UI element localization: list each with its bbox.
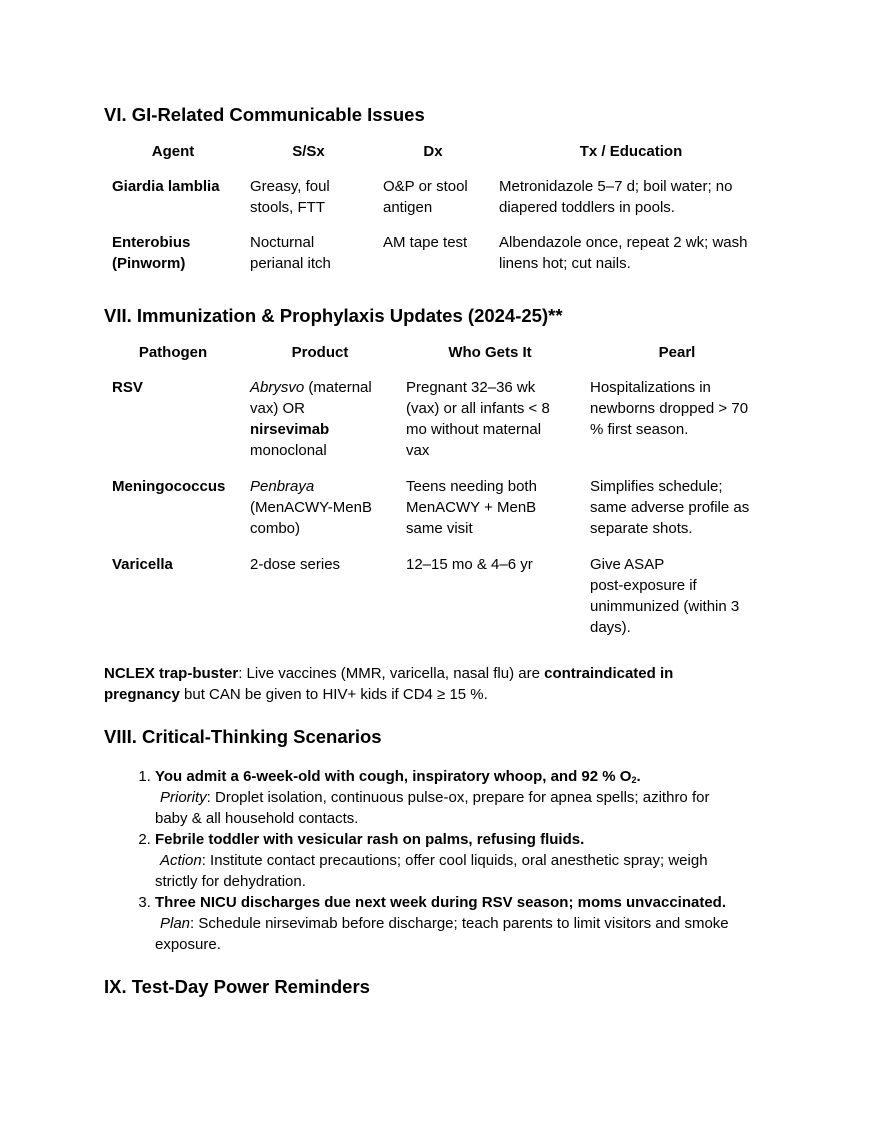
- col-header-tx: Tx / Education: [579, 143, 683, 160]
- list-item: [155, 829, 775, 892]
- nclex-emphasis: pregnancy: [104, 686, 180, 703]
- who-line: (vax) or all infants < 8: [406, 400, 550, 417]
- pearl-line: Hospitalizations in: [590, 379, 711, 396]
- list-item: [155, 766, 775, 829]
- ssx-line: stools, FTT: [250, 199, 326, 216]
- table-header-row: [104, 342, 772, 377]
- immunization-table: [104, 342, 772, 644]
- who-line: 12–15 mo & 4–6 yr: [406, 556, 533, 573]
- agent-cell: [104, 232, 242, 282]
- pathogen-name: Meningococcus: [112, 478, 226, 495]
- nclex-label: NCLEX trap-buster: [104, 665, 239, 682]
- pearl-line: Simplifies schedule;: [590, 478, 723, 495]
- scenario-heading: 3. Three NICU discharges due next week during RSV season; moms unvaccinated.: [155, 894, 726, 911]
- who-line: Teens needing both: [406, 478, 537, 495]
- who-cell: [398, 554, 582, 644]
- section-ix-title: IX. Test-Day Power Reminders: [104, 976, 370, 997]
- ssx-line: Greasy, foul: [250, 178, 330, 195]
- product-brand: Penbraya: [250, 478, 315, 495]
- scenario-text: baby & all household contacts.: [155, 810, 359, 827]
- agent-name: Enterobius: [112, 234, 191, 251]
- tx-cell: [491, 176, 771, 232]
- gi-issues-table: [104, 141, 771, 282]
- agent-name: (Pinworm): [112, 255, 186, 272]
- col-header-pathogen: Pathogen: [138, 344, 208, 361]
- ssx-cell: [242, 232, 375, 282]
- tx-line: linens hot; cut nails.: [499, 255, 631, 272]
- pathogen-cell: [104, 476, 242, 554]
- section-viii-title: VIII. Critical-Thinking Scenarios: [104, 726, 382, 747]
- col-header-who: Who Gets It: [448, 344, 532, 361]
- scenario-detail: [155, 850, 775, 871]
- scenario-detail: [155, 787, 775, 808]
- product-cell: [242, 476, 398, 554]
- tx-line: Metronidazole 5–7 d; boil water; no: [499, 178, 733, 195]
- tx-line: diapered toddlers in pools.: [499, 199, 675, 216]
- dx-cell: [375, 232, 491, 282]
- product-line: vax) OR: [250, 400, 306, 417]
- scenario-detail: [155, 913, 775, 934]
- section-vi-title: VI. GI-Related Communicable Issues: [104, 104, 425, 125]
- pathogen-name: Varicella: [112, 556, 173, 573]
- ssx-cell: [242, 176, 375, 232]
- pearl-line: same adverse profile as: [590, 499, 750, 516]
- scenario-text: : Institute contact precautions; offer cool liquids, oral anesthetic spray; weigh: [201, 852, 708, 869]
- dx-line: antigen: [383, 199, 433, 216]
- pearl-cell: [582, 377, 772, 476]
- pathogen-name: RSV: [112, 379, 143, 396]
- scenario-label: Plan: [160, 915, 191, 932]
- scenario-heading-text: .: [636, 768, 641, 785]
- scenario-list: [104, 766, 775, 955]
- product-line: nirsevimab: [250, 421, 330, 438]
- nclex-text: but CAN be given to HIV+ kids if CD4 ≥ 15 %.: [179, 686, 488, 703]
- product-line: (MenACWY-MenB: [250, 499, 372, 516]
- ssx-line: perianal itch: [250, 255, 331, 272]
- agent-name: Giardia lamblia: [112, 178, 220, 195]
- scenario-heading-text: You admit a 6-week-old with cough, inspiratory whoop, and 92 % O: [155, 768, 632, 785]
- who-cell: [398, 377, 582, 476]
- pathogen-cell: [104, 554, 242, 644]
- subscript: 2: [631, 775, 637, 785]
- scenario-text: : Schedule nirsevimab before discharge; teach parents to limit visitors and smoke: [190, 915, 729, 932]
- who-line: vax: [406, 442, 430, 459]
- product-brand: Abrysvo: [250, 379, 305, 396]
- scenario-label: Action: [160, 852, 202, 869]
- product-text: (maternal: [304, 379, 372, 396]
- scenario-text: : Droplet isolation, continuous pulse-ox, prepare for apnea spells; azithro for: [206, 789, 710, 806]
- table-row: [104, 232, 771, 282]
- pearl-line: unimmunized (within 3: [590, 598, 740, 615]
- agent-cell: [104, 176, 242, 232]
- who-line: Pregnant 32–36 wk: [406, 379, 536, 396]
- ssx-line: Nocturnal: [250, 234, 315, 251]
- table-header-row: [104, 141, 771, 176]
- col-header-pearl: Pearl: [658, 344, 696, 361]
- col-header-dx: Dx: [423, 143, 443, 160]
- who-line: MenACWY + MenB: [406, 499, 537, 516]
- pearl-cell: [582, 476, 772, 554]
- table-row: [104, 176, 771, 232]
- table-row: [104, 476, 772, 554]
- scenario-label: Priority: [160, 789, 207, 806]
- scenario-text: exposure.: [155, 936, 221, 953]
- product-line: [250, 377, 398, 398]
- scenario-heading: 2. Febrile toddler with vesicular rash on palms, refusing fluids.: [155, 831, 585, 848]
- scenario-heading: [155, 766, 775, 787]
- nclex-note: [104, 663, 780, 705]
- nclex-emphasis: contraindicated in: [544, 665, 674, 682]
- scenario-text: strictly for dehydration.: [155, 873, 306, 890]
- dx-line: AM tape test: [383, 234, 468, 251]
- pearl-line: post-exposure if: [590, 577, 697, 594]
- tx-cell: [491, 232, 771, 282]
- nclex-text: : Live vaccines (MMR, varicella, nasal flu) are: [238, 665, 545, 682]
- col-header-agent: Agent: [151, 143, 195, 160]
- who-line: same visit: [406, 520, 473, 537]
- pearl-cell: [582, 554, 772, 644]
- product-line: monoclonal: [250, 442, 327, 459]
- product-line: combo): [250, 520, 301, 537]
- col-header-product: Product: [291, 344, 349, 361]
- table-row: [104, 554, 772, 644]
- pearl-line: separate shots.: [590, 520, 693, 537]
- list-item: [155, 892, 775, 955]
- pathogen-cell: [104, 377, 242, 476]
- dx-cell: [375, 176, 491, 232]
- col-header-ssx: S/Sx: [292, 143, 325, 160]
- table-row: [104, 377, 772, 476]
- product-cell: [242, 377, 398, 476]
- who-cell: [398, 476, 582, 554]
- product-line: 2-dose series: [250, 556, 341, 573]
- pearl-line: days).: [590, 619, 631, 636]
- section-vii-title: VII. Immunization & Prophylaxis Updates (2024-25)**: [104, 305, 563, 326]
- pearl-line: Give ASAP: [590, 556, 665, 573]
- product-cell: [242, 554, 398, 644]
- dx-line: O&P or stool: [383, 178, 468, 195]
- tx-line: Albendazole once, repeat 2 wk; wash: [499, 234, 748, 251]
- pearl-line: % first season.: [590, 421, 689, 438]
- who-line: mo without maternal: [406, 421, 542, 438]
- pearl-line: newborns dropped > 70: [590, 400, 749, 417]
